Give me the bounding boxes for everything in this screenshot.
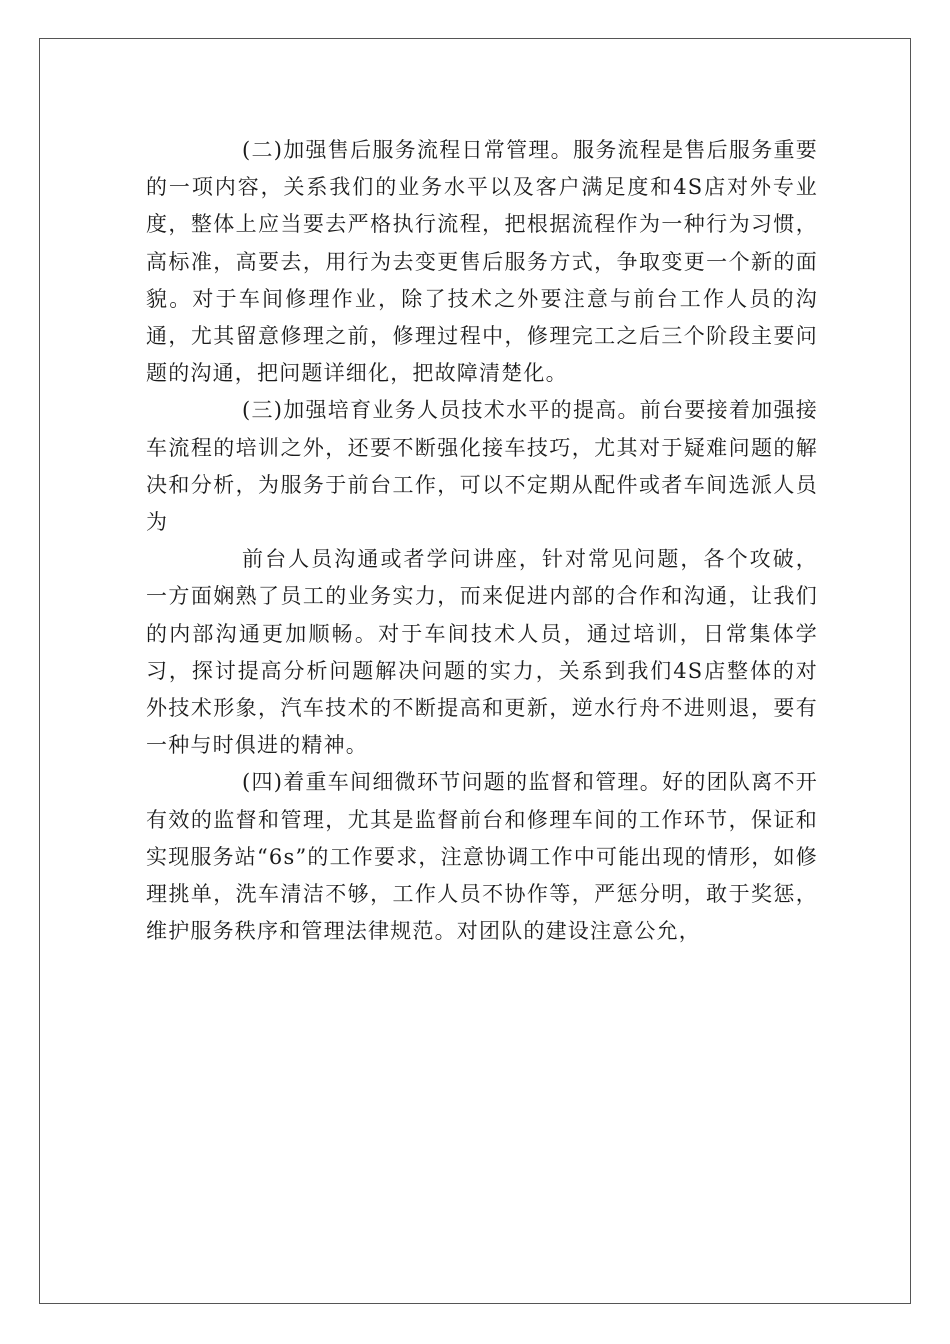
document-body	[146, 132, 818, 950]
paragraph-staff-training: (三)加强培育业务人员技术水平的提高。前台要接着加强接车流程的培训之外，还要不断强化接车技巧，尤其对于疑难问题的解决和分析，为服务于前台工作，可以不定期从配件或者车间选派人员为	[146, 398, 818, 535]
paragraph-workshop-supervision: (四)着重车间细微环节问题的监督和管理。好的团队离不开有效的监督和管理，尤其是监督前台和修理车间的工作环节，保证和实现服务站“6s”的工作要求，注意协调工作中可能出现的情形，如修理挑单，洗车清洁不够，工作人员不协作等，严惩分明，敢于奖惩，维护服务秩序和管理法律规范。对团队的建设注意公允，	[146, 770, 819, 944]
paragraph-front-desk-communication: 前台人员沟通或者学问讲座，针对常见问题，各个攻破，一方面娴熟了员工的业务实力，而来促进内部的合作和沟通，让我们的内部沟通更加顺畅。对于车间技术人员，通过培训，日常集体学习，探讨提高分析问题解决问题的实力，关系到我们4S店整体的对外技术形象，汽车技术的不断提高和更新，逆水行舟不进则退，要有一种与时俱进的精神。	[146, 547, 818, 758]
paragraph-service-process: (二)加强售后服务流程日常管理。服务流程是售后服务重要的一项内容，关系我们的业务水平以及客户满足度和4S店对外专业度，整体上应当要去严格执行流程，把根据流程作为一种行为习惯，高标准，高要去，用行为去变更售后服务方式，争取变更一个新的面貌。对于车间修理作业，除了技术之外要注意与前台工作人员的沟通，尤其留意修理之前，修理过程中，修理完工之后三个阶段主要问题的沟通，把问题详细化，把故障清楚化。	[146, 138, 818, 386]
